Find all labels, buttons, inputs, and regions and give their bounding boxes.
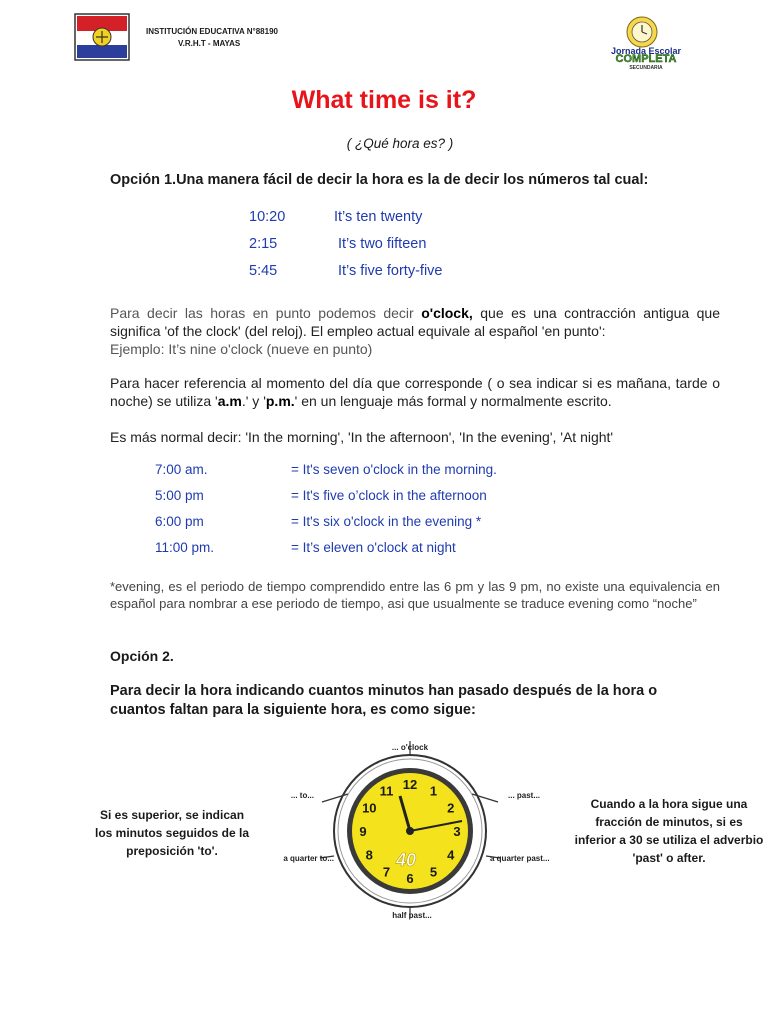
ampm-post-text: ' en un lenguaje más formal y normalmente escrito. (294, 393, 612, 409)
normal-phrases-paragraph: Es más normal decir: 'In the morning', 'In the afternoon', 'In the evening', 'At night' (110, 429, 614, 445)
clock-number-6: 6 (406, 871, 414, 886)
option2-text: Para decir la hora indicando cuantos minutos han pasado después de la hora o cuantos faltan para la siguiente hora, es como sigue: (110, 683, 658, 718)
table-time-2: 5:00 pm (155, 488, 204, 503)
clock-svg (262, 736, 562, 926)
label-half-past: half past... (392, 911, 432, 920)
example-text-3: It’s five forty-five (338, 263, 443, 279)
option2-heading: Opción 2. (110, 648, 174, 664)
logo-right-bottom-text: SECUNDARIA (629, 65, 663, 70)
page-subtitle: ( ¿Qué hora es? ) (346, 136, 454, 151)
label-past: ... past... (508, 791, 541, 800)
institution-line2: V.R.H.T - MAYAS (178, 39, 241, 48)
clock-number-1: 1 (429, 783, 438, 799)
evening-note: *evening, es el periodo de tiempo comprendido entre las 6 pm y las 9 pm, no existe una equivalencia en español para nombrar a ese periodo de tiempo, asi que usualmente se traduce evening como “noche” (110, 579, 720, 611)
ampm-pre-text: Para hacer referencia al momento del día que corresponde ( o sea indicar si es mañana, tarde o noche) se utiliza ' (110, 375, 720, 409)
table-time-4: 11:00 pm. (155, 540, 215, 555)
label-to: ... to... (290, 791, 314, 800)
label-quarter-past: a quarter past... (490, 854, 550, 863)
oclock-pre-text: Para decir las horas en punto podemos decir (110, 305, 414, 321)
example-time-1: 10:20 (249, 209, 286, 225)
clock-number-9: 9 (359, 824, 367, 839)
table-text-4: = It’s eleven o'clock at night (291, 540, 456, 555)
institution-line1: INSTITUCIÓN EDUCATIVA N°88190 (146, 27, 278, 36)
caption-past: Cuando a la hora sigue una fracción de minutos, si es inferior a 30 se utiliza el adverbio 'past' o after. (574, 797, 764, 865)
ampm-mid-text: .' y ' (241, 393, 266, 409)
clock-number-2: 2 (447, 800, 455, 816)
example-text-1: It’s ten twenty (334, 209, 423, 225)
clock-diagram (262, 736, 562, 926)
ampm-paragraph (110, 374, 720, 410)
clock-number-3: 3 (453, 824, 461, 839)
clock-number-5: 5 (429, 864, 438, 880)
oclock-example: Ejemplo: It’s nine o'clock (nueve en punto) (110, 341, 373, 357)
clock-number-10: 10 (362, 800, 377, 816)
logo-right-main-text: COMPLETA (615, 53, 677, 65)
label-quarter-to: a quarter to... (283, 854, 334, 863)
school-crest-logo (74, 13, 130, 61)
table-time-3: 6:00 pm (155, 514, 204, 529)
clock-number-4: 4 (447, 847, 455, 863)
jornada-completa-logo (596, 12, 696, 70)
clock-number-7: 7 (382, 864, 391, 880)
example-time-3: 5:45 (249, 263, 278, 279)
clock-badge: 40 (395, 850, 417, 870)
ampm-pm: p.m. (265, 393, 295, 409)
logo-right-top-text: Jornada Escolar (610, 46, 682, 56)
example-text-2: It’s two fifteen (338, 236, 427, 252)
table-time-1: 7:00 am. (155, 462, 208, 477)
label-oclock: ... o'clock (391, 743, 429, 752)
ampm-am: a.m (217, 393, 242, 409)
table-text-3: = It's six o'clock in the evening * (291, 514, 482, 529)
institution-name (146, 26, 286, 50)
caption-to: Si es superior, se indican los minutos seguidos de la preposición 'to'. (94, 808, 250, 858)
clock-number-12: 12 (402, 777, 418, 792)
clock-number-8: 8 (365, 847, 373, 863)
option1-heading: Opción 1.Una manera fácil de decir la hora es la de decir los números tal cual: (110, 172, 649, 188)
page-title: What time is it? (291, 86, 477, 114)
clock-number-11: 11 (379, 783, 394, 799)
table-text-1: = It's seven o'clock in the morning. (291, 462, 497, 477)
oclock-paragraph (110, 304, 720, 358)
table-text-2: = It's five o’clock in the afternoon (291, 488, 487, 503)
oclock-bold-text: o'clock, (421, 305, 473, 321)
example-time-2: 2:15 (249, 236, 278, 252)
oclock-post-text: que es una contracción antigua que significa 'of the clock' (del reloj). El empleo actual equivale al español 'en punto': (110, 305, 721, 339)
